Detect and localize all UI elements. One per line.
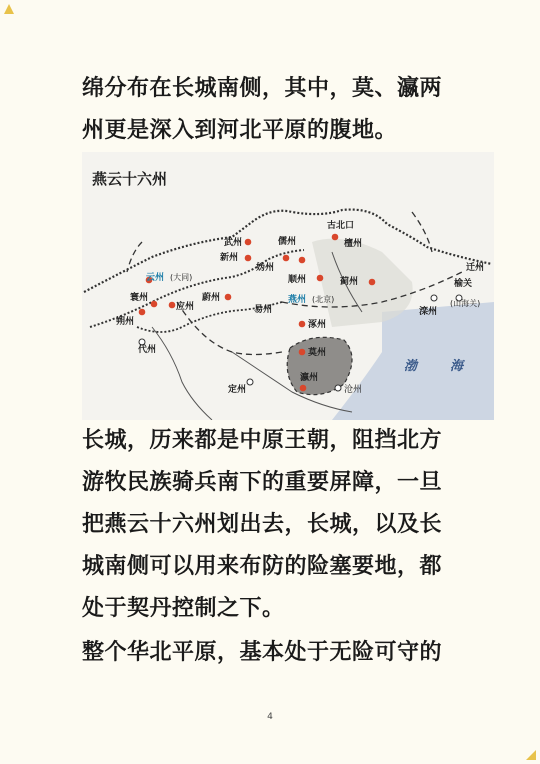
label-mo: 莫州 [308, 348, 327, 358]
label-ru: 儒州 [278, 237, 297, 247]
corner-ornament-icon [524, 748, 538, 762]
label-xin: 新州 [220, 253, 239, 263]
label-ji: 蓟州 [340, 277, 359, 287]
label-yu-note: (山海关) [450, 299, 481, 308]
city-marker [151, 301, 158, 308]
city-marker [245, 239, 252, 246]
label-cang: 沧州 [344, 385, 363, 395]
corner-ornament-icon [2, 2, 16, 16]
city-marker [245, 255, 252, 262]
label-ying: 应州 [176, 302, 195, 312]
label-ding: 定州 [228, 385, 247, 395]
paragraph-bottom [82, 420, 482, 630]
map-title: 燕云十六州 [92, 170, 168, 188]
label-zhuo: 涿州 [308, 320, 327, 330]
city-marker [300, 385, 307, 392]
city-marker [169, 302, 176, 309]
page-number: 4 [267, 712, 273, 722]
boundary-line [412, 212, 432, 252]
label-dai: 代州 [138, 345, 157, 355]
city-marker [139, 309, 146, 316]
boundary-line [127, 242, 142, 272]
region-shading [312, 239, 413, 327]
city-marker-outline [335, 385, 341, 391]
label-sea-1: 渤 [404, 359, 418, 374]
label-qian: 迁州 [466, 263, 485, 273]
map-figure [82, 152, 494, 420]
city-marker-outline [431, 295, 437, 301]
mo-ying-region [287, 337, 352, 394]
label-yan-note: (北京) [312, 295, 335, 304]
label-yun: 云州 [146, 273, 165, 283]
label-wei: 蔚州 [202, 293, 221, 303]
label-wu: 武州 [224, 238, 243, 248]
label-yan: 燕州 [288, 295, 307, 305]
city-marker [299, 321, 306, 328]
great-wall-inner [90, 250, 307, 327]
paragraph-top [82, 68, 482, 152]
text-line: 整个华北平原，基本处于无险可守的 [82, 640, 443, 665]
label-sea-2: 海 [450, 359, 464, 374]
text-line: 长城，历来都是中原王朝，阻挡北方 [82, 428, 443, 453]
label-huan: 寰州 [130, 293, 149, 303]
label-shun: 顺州 [288, 275, 307, 285]
city-marker [317, 275, 324, 282]
label-ying2: 瀛州 [300, 373, 319, 383]
text-line: 处于契丹控制之下。 [82, 596, 285, 621]
text-line: 绵分布在长城南侧，其中，莫、瀛两 [82, 76, 443, 101]
label-yun-note: (大同) [170, 273, 193, 282]
city-marker [225, 294, 232, 301]
label-gubeikou: 古北口 [327, 221, 355, 231]
label-luan: 滦州 [419, 307, 438, 317]
river [152, 327, 212, 420]
city-marker [332, 234, 339, 241]
label-gui: 妫州 [256, 263, 275, 273]
city-marker [283, 255, 290, 262]
label-tan: 檀州 [344, 239, 363, 249]
label-shuo: 朔州 [116, 317, 135, 327]
text-line: 游牧民族骑兵南下的重要屏障，一旦 [82, 470, 443, 495]
city-marker [299, 257, 306, 264]
text-line: 把燕云十六州划出去，长城，以及长 [82, 512, 443, 537]
paragraph-last [82, 632, 482, 674]
label-yu: 榆关 [454, 279, 473, 289]
city-marker [299, 349, 306, 356]
text-line: 城南侧可以用来布防的险塞要地，都 [82, 554, 443, 579]
label-yi: 易州 [254, 305, 273, 315]
city-marker-outline [247, 379, 253, 385]
text-line: 州更是深入到河北平原的腹地。 [82, 118, 398, 143]
city-marker [369, 279, 376, 286]
